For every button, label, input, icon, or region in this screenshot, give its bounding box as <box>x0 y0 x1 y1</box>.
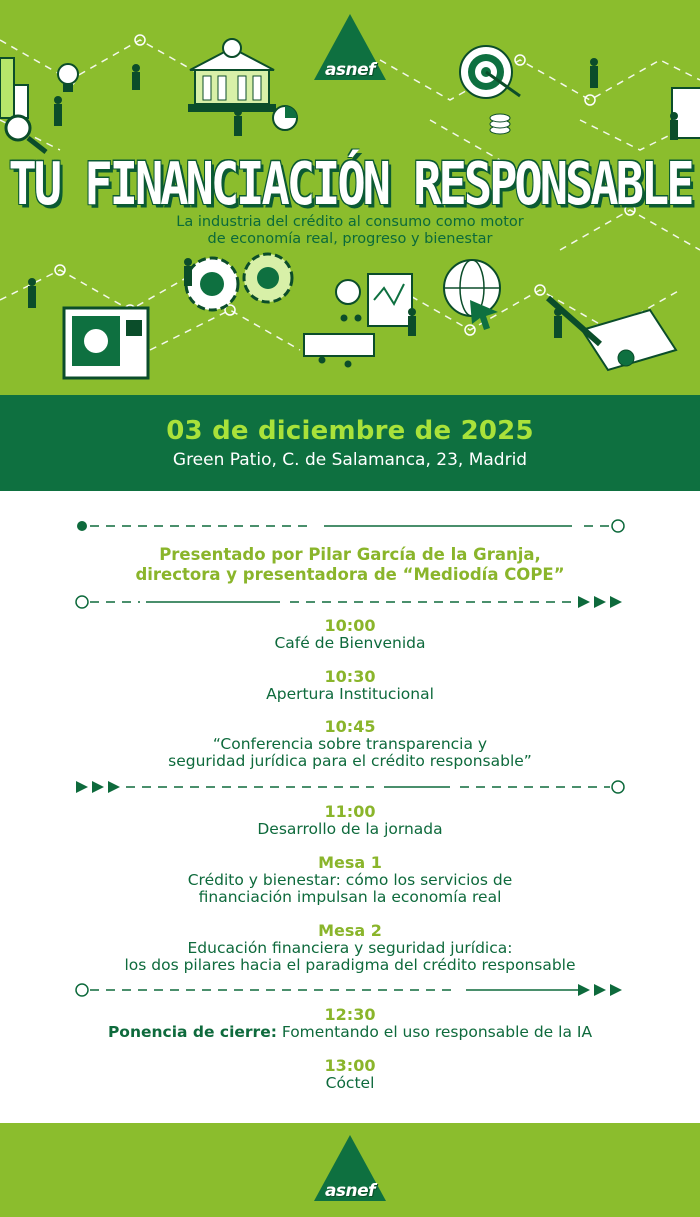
agenda-time: 10:00 <box>324 616 376 635</box>
agenda-description: Café de Bienvenida <box>274 634 426 652</box>
event-info-band <box>0 395 700 491</box>
agenda-time: 12:30 <box>324 1005 376 1024</box>
agenda-description: los dos pilares hacia el paradigma del crédito responsable <box>124 956 576 974</box>
bank-icon <box>188 39 276 112</box>
event-venue: Green Patio, C. de Salamanca, 23, Madrid <box>172 450 528 470</box>
closing-label: Ponencia de cierre: <box>107 1023 277 1041</box>
agenda-item <box>0 803 700 838</box>
divider-line <box>74 982 626 998</box>
agenda-description: Educación financiera y seguridad jurídica: <box>187 939 513 957</box>
target-icon <box>460 46 520 98</box>
agenda-section <box>0 491 700 1123</box>
presentation-board-icon <box>368 274 412 326</box>
agenda-description: Apertura Institucional <box>266 685 434 703</box>
globe-icon <box>444 260 500 330</box>
event-date: 03 de diciembre de 2025 <box>166 416 534 446</box>
agenda-item <box>0 668 700 703</box>
event-subtitle <box>0 214 700 248</box>
logo-text: asnef <box>324 60 376 80</box>
agenda-item <box>0 854 700 906</box>
divider-line <box>74 594 626 610</box>
agenda-item <box>0 922 700 974</box>
magnifier-icon <box>6 116 46 152</box>
closing-topic: Fomentando el uso responsable de la IA <box>276 1023 593 1041</box>
divider-line <box>74 779 626 795</box>
safe-icon <box>64 308 148 378</box>
contract-pen-icon <box>548 298 676 370</box>
agenda-time: Mesa 1 <box>318 853 382 872</box>
lightbulb-icon <box>58 64 78 92</box>
agenda-item <box>0 718 700 770</box>
asnef-logo-bottom[interactable] <box>312 1133 388 1205</box>
hero-banner <box>0 0 700 395</box>
agenda-time: 13:00 <box>324 1056 376 1075</box>
agenda-description: seguridad jurídica para el crédito responsable” <box>168 752 532 770</box>
agenda-item <box>0 1006 700 1041</box>
agenda-time: 10:45 <box>324 717 376 736</box>
logo-text: asnef <box>324 1181 376 1201</box>
subtitle-line: La industria del crédito al consumo como motor <box>176 214 524 230</box>
agenda-description: “Conferencia sobre transparencia y <box>212 735 488 753</box>
agenda-time: 10:30 <box>324 667 376 686</box>
presenter-info <box>0 545 700 585</box>
agenda-item <box>0 617 700 652</box>
agenda-description: financiación impulsan la economía real <box>198 888 502 906</box>
agenda-item <box>0 1057 700 1092</box>
footer <box>0 1123 700 1217</box>
agenda-description: Desarrollo de la jornada <box>257 820 443 838</box>
agenda-time: 11:00 <box>324 802 376 821</box>
presenter-line: directora y presentadora de “Mediodía COPE” <box>135 565 565 584</box>
event-title: TU FINANCIACIÓN RESPONSABLE <box>8 150 692 219</box>
presenter-line: Presentado por Pilar García de la Granja, <box>159 545 541 564</box>
agenda-time: Mesa 2 <box>318 921 382 940</box>
bar-chart-icon <box>0 58 28 118</box>
agenda-description: Cóctel <box>325 1074 375 1092</box>
agenda-description <box>0 1024 700 1041</box>
asnef-logo-top[interactable] <box>312 12 388 84</box>
agenda-description: Crédito y bienestar: cómo los servicios de <box>187 871 513 889</box>
subtitle-line: de economía real, progreso y bienestar <box>207 231 493 247</box>
divider-line <box>74 518 626 534</box>
gears-icon <box>186 254 292 310</box>
